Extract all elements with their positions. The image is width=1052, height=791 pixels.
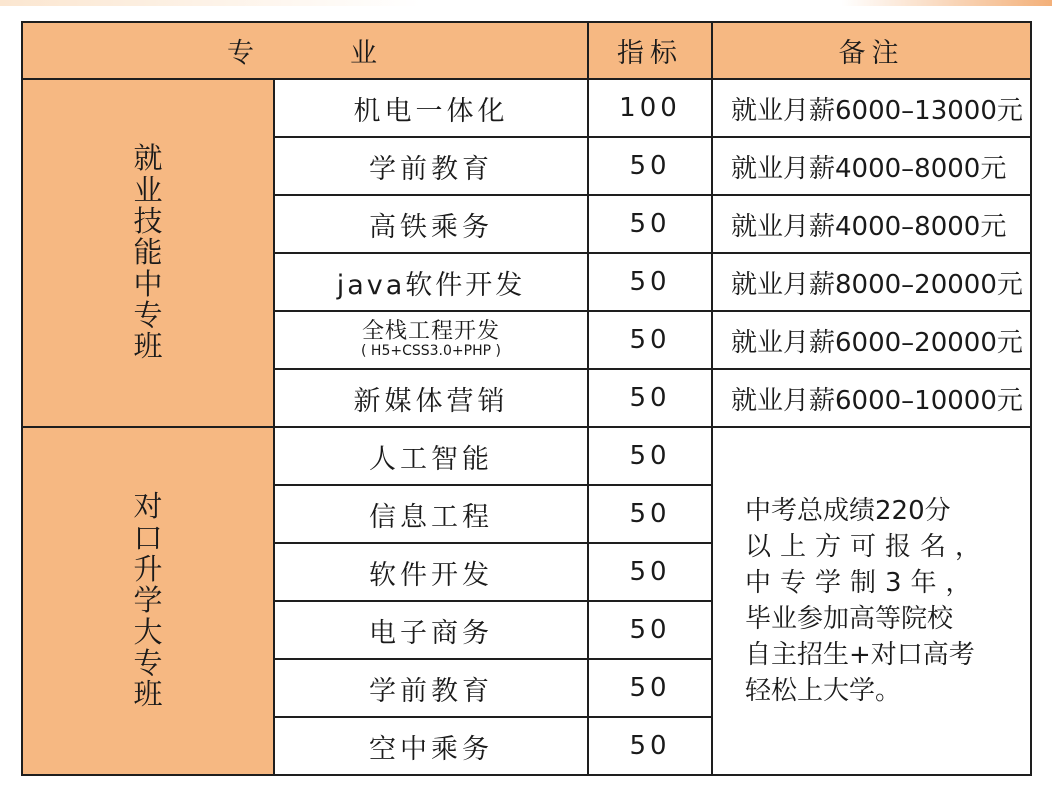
- note-cell: 就业月薪4000–8000元: [712, 137, 1031, 195]
- quota-cell: 50: [588, 137, 712, 195]
- major-cell: java软件开发: [274, 253, 588, 311]
- group-label-employment: [22, 79, 274, 427]
- quota-cell: 50: [588, 369, 712, 427]
- header-major-char-2: 业: [350, 38, 383, 69]
- note-line: 中考总成绩220分: [745, 495, 951, 526]
- major-cell: 高铁乘务: [274, 195, 588, 253]
- note-line: 中专学制3年，: [745, 567, 981, 598]
- major-subtitle: ( H5+CSS3.0+PHP ): [361, 343, 501, 360]
- major-cell-multiline: [274, 311, 588, 369]
- quota-cell: 50: [588, 427, 712, 485]
- major-cell: 新媒体营销: [274, 369, 588, 427]
- major-cell: 学前教育: [274, 659, 588, 717]
- header-note: 备注: [712, 22, 1031, 79]
- major-cell: 学前教育: [274, 137, 588, 195]
- quota-cell: 50: [588, 659, 712, 717]
- enrollment-table: [21, 21, 1032, 776]
- note-line: 轻松上大学。: [745, 676, 902, 707]
- major-cell: 软件开发: [274, 543, 588, 601]
- major-cell: 人工智能: [274, 427, 588, 485]
- group-label-college-prep: [22, 427, 274, 775]
- note-cell: 就业月薪8000–20000元: [712, 253, 1031, 311]
- quota-cell: 50: [588, 253, 712, 311]
- quota-cell: 50: [588, 485, 712, 543]
- table-row: [22, 79, 1031, 137]
- note-cell: 就业月薪4000–8000元: [712, 195, 1031, 253]
- quota-cell: 50: [588, 601, 712, 659]
- note-cell: 就业月薪6000–20000元: [712, 311, 1031, 369]
- table-row: [22, 427, 1031, 485]
- major-cell: 信息工程: [274, 485, 588, 543]
- decorative-top-strip: [0, 0, 1052, 6]
- note-line: 毕业参加高等院校: [745, 604, 954, 634]
- header-row: [22, 22, 1031, 79]
- quota-cell: 50: [588, 717, 712, 775]
- note-line: 以上方可报名，: [745, 531, 991, 562]
- major-cell: 空中乘务: [274, 717, 588, 775]
- note-line: 自主招生+对口高考: [745, 640, 975, 671]
- quota-cell: 50: [588, 311, 712, 369]
- header-major-char-1: 专: [227, 38, 260, 69]
- quota-cell: 50: [588, 195, 712, 253]
- shared-note-cell: [712, 427, 1031, 775]
- quota-cell: 50: [588, 543, 712, 601]
- quota-cell: 100: [588, 79, 712, 137]
- header-major: [22, 22, 588, 79]
- group-name: 就业技能中专班: [133, 141, 163, 364]
- group-name: 对口升学大专班: [133, 489, 163, 712]
- major-cell: 机电一体化: [274, 79, 588, 137]
- header-quota: 指标: [588, 22, 712, 79]
- major-name: 全栈工程开发: [361, 319, 500, 345]
- note-cell: 就业月薪6000–13000元: [712, 79, 1031, 137]
- note-cell: 就业月薪6000–10000元: [712, 369, 1031, 427]
- major-cell: 电子商务: [274, 601, 588, 659]
